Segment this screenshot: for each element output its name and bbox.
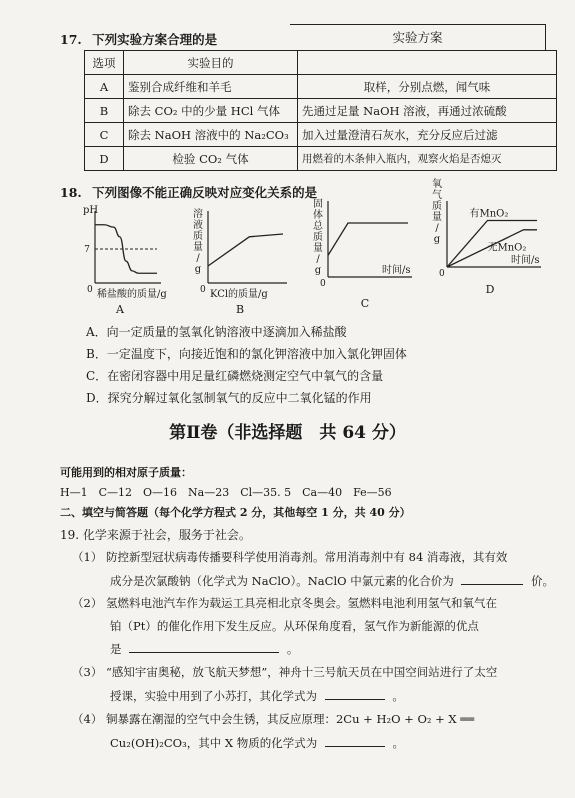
y-axis-label-char: 氧 bbox=[432, 179, 442, 190]
table-cell-goal: 除去 CO₂ 中的少量 HCl 气体 bbox=[124, 99, 298, 123]
x-axis-label: KCl的质量/g bbox=[210, 289, 268, 300]
atomic-mass-list: H—1 C—12 O—16 Na—23 Cl—35. 5 Ca—40 Fe—56 bbox=[60, 486, 392, 499]
y-axis-label-char: 体 bbox=[313, 210, 323, 221]
q18-option-a: A．向一定质量的氢氧化钠溶液中逐滴加入稀盐酸 bbox=[86, 325, 347, 339]
y-axis-label: pH bbox=[83, 205, 99, 216]
table-cell-option: C bbox=[85, 123, 124, 147]
x-axis-label: 稀盐酸的质量/g bbox=[97, 289, 167, 300]
y-axis-label-char: 总 bbox=[313, 221, 323, 232]
table-row bbox=[85, 123, 557, 147]
q19-2-line2: 铂（Pt）的催化作用下发生反应。从环保角度看，氢气作为新能源的优点 bbox=[110, 619, 479, 633]
y-axis-label-char: / bbox=[435, 223, 439, 234]
q19-4-text: Cu₂(OH)₂CO₃，其中 X 物质的化学式为 bbox=[110, 736, 318, 750]
panel-label: A bbox=[116, 303, 124, 316]
table-row bbox=[85, 147, 557, 171]
q18-number: 18. bbox=[60, 185, 82, 200]
table-header-plan-blank bbox=[298, 51, 557, 75]
atomic-mass-title: 可能用到的相对原子质量： bbox=[60, 466, 192, 479]
table-cell-option: A bbox=[85, 75, 124, 99]
table-header-row bbox=[85, 51, 557, 75]
table-header-goal: 实验目的 bbox=[124, 51, 298, 75]
q19-3-text: 授课，实验中用到了小苏打，其化学式为 bbox=[110, 689, 317, 703]
q19-2-text: 是 bbox=[110, 642, 122, 656]
answer-blank[interactable] bbox=[325, 687, 385, 700]
section-heading: 二、填空与简答题（每个化学方程式 2 分，其他每空 1 分，共 40 分） bbox=[60, 506, 411, 519]
panel-label: B bbox=[235, 303, 245, 316]
table-row bbox=[85, 75, 557, 99]
table-cell-plan: 先通过足量 NaOH 溶液，再通过浓硫酸 bbox=[298, 99, 557, 123]
y-axis-label-char: g bbox=[314, 265, 322, 276]
table-cell-goal: 鉴别合成纤维和羊毛 bbox=[124, 75, 298, 99]
series-label: 有MnO₂ bbox=[469, 208, 509, 220]
y-axis-label-char: 质 bbox=[432, 201, 442, 212]
table-cell-plan: 取样，分别点燃，闻气味 bbox=[298, 75, 557, 99]
y-axis-label-char: g bbox=[194, 264, 202, 275]
y-axis-label-char: 量 bbox=[432, 212, 442, 223]
q19-1-line1: （1） 防控新型冠状病毒传播要科学使用消毒剂。常用消毒剂中有 84 消毒液，其有效 bbox=[72, 550, 508, 564]
panel-label: D bbox=[485, 283, 495, 296]
table-cell-goal: 除去 NaOH 溶液中的 Na₂CO₃ bbox=[124, 123, 298, 147]
table-cell-goal: 检验 CO₂ 气体 bbox=[124, 147, 298, 171]
x-axis-label: 时间/s bbox=[511, 255, 540, 266]
q19-3-end: 。 bbox=[392, 689, 404, 703]
y-axis-label-char: 量 bbox=[193, 242, 203, 253]
y-axis-label-char: g bbox=[433, 234, 441, 245]
y-axis-label-char: / bbox=[196, 253, 200, 264]
table-header-option: 选项 bbox=[85, 51, 124, 75]
q19-4-line1: （4） 铜暴露在潮湿的空气中会生锈，其反应原理：2Cu + H₂O + O₂ + X ══ bbox=[72, 712, 475, 726]
q19-2-end: 。 bbox=[286, 642, 299, 656]
origin-label: 0 bbox=[200, 285, 206, 295]
q17-heading bbox=[60, 30, 217, 48]
q17-plan-header: 实验方案 bbox=[290, 24, 546, 51]
y-tick-label: 7 bbox=[84, 245, 90, 255]
origin-label: 0 bbox=[87, 285, 93, 295]
q18-option-d: D．探究分解过氧化氢制氧气的反应中二氧化锰的作用 bbox=[86, 391, 372, 405]
q18-option-c: C．在密闭容器中用足量红磷燃烧测定空气中氧气的含量 bbox=[86, 369, 384, 383]
q19-1-text: 成分是次氯酸钠（化学式为 NaClO）。NaClO 中氯元素的化合价为 bbox=[110, 574, 454, 588]
y-axis-label-char: 质 bbox=[193, 231, 203, 242]
y-axis-label-char: 液 bbox=[193, 220, 203, 231]
table-cell-option: D bbox=[85, 147, 124, 171]
q17-stem: 下列实验方案合理的是 bbox=[92, 32, 218, 47]
y-axis-label-char: 固 bbox=[313, 199, 323, 210]
origin-label: 0 bbox=[439, 269, 445, 279]
series-line bbox=[328, 223, 408, 255]
y-axis-label-char: 量 bbox=[313, 243, 323, 254]
y-axis-label-char: 质 bbox=[313, 232, 323, 243]
q18-stem: 下列图像不能正确反映对应变化关系的是 bbox=[92, 185, 318, 200]
y-axis-label-char: 溶 bbox=[193, 209, 203, 220]
part2-title: 第Ⅱ卷（非选择题 共 64 分） bbox=[169, 423, 406, 443]
table-cell-option: B bbox=[85, 99, 124, 123]
q19-4-end: 。 bbox=[392, 736, 405, 750]
q19-stem: 19. 化学来源于社会，服务于社会。 bbox=[60, 528, 251, 542]
origin-label: 0 bbox=[320, 279, 326, 289]
series-line bbox=[208, 234, 283, 266]
q19-3-line2 bbox=[110, 687, 404, 704]
q19-2-line1: （2） 氢燃料电池汽车作为载运工具亮相北京冬奥会。氢燃料电池利用氢气和氧气在 bbox=[72, 596, 497, 610]
q19-1-end: 价。 bbox=[531, 574, 555, 588]
answer-blank[interactable] bbox=[129, 640, 279, 653]
y-axis-label-char: / bbox=[316, 254, 320, 265]
answer-blank[interactable] bbox=[325, 734, 385, 747]
answer-blank[interactable] bbox=[461, 572, 523, 585]
q19-2-line3 bbox=[110, 640, 298, 657]
table-cell-plan: 用燃着的木条伸入瓶内，观察火焰是否熄灭 bbox=[298, 147, 557, 171]
q19-3-line1: （3） “感知宇宙奥秘，放飞航天梦想”，神舟十三号航天员在中国空间站进行了太空 bbox=[72, 665, 498, 679]
table-cell-plan: 加入过量澄清石灰水，充分反应后过滤 bbox=[298, 123, 557, 147]
q18-option-b: B．一定温度下，向接近饱和的氯化钾溶液中加入氯化钾固体 bbox=[86, 347, 407, 361]
q19-1-line2 bbox=[110, 572, 554, 589]
x-axis-label: 时间/s bbox=[382, 265, 411, 276]
q17-table bbox=[84, 50, 557, 171]
q17-number: 17. bbox=[60, 32, 82, 47]
q19-4-line2 bbox=[110, 734, 404, 751]
panel-label: C bbox=[360, 297, 370, 310]
series-label: 无MnO₂ bbox=[487, 242, 527, 254]
table-row bbox=[85, 99, 557, 123]
y-axis-label-char: 气 bbox=[432, 190, 442, 201]
